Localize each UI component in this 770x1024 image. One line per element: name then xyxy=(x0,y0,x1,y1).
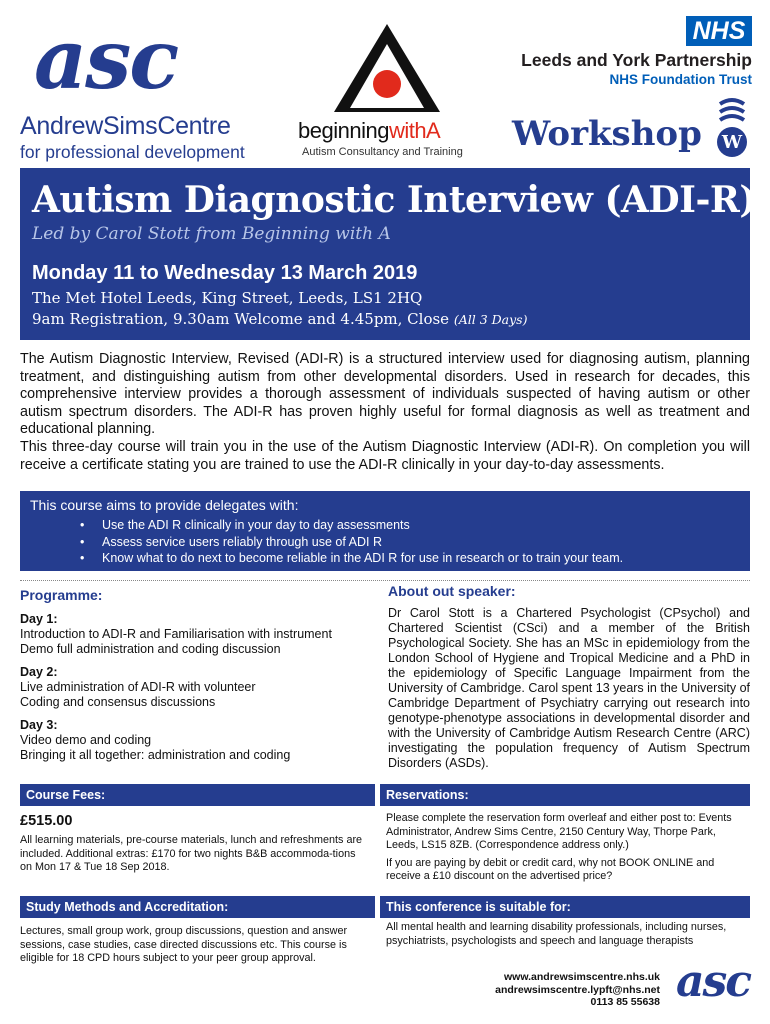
course-times xyxy=(32,310,738,328)
intro-paragraph-1: The Autism Diagnostic Interview, Revised (ADI-R) is a structured interview used for diagnosing autism, planning treatment, and distinguishing autism from other developmental disorders. Used in research for decades, this comprehensive interview provides a thorough assessment of individuals suspected of having autism or other autism spectrum disorders. The ADI-R has proven highly useful for formal diagnosis as well as treatment and educational planning. xyxy=(20,351,750,438)
day-label: Day 2: xyxy=(20,665,58,679)
reservations-paragraph-1: Please complete the reservation form overleaf and either post to: Events Administrator, Andrew Sims Centre, 2150 Century Way, Thorpe Park, Leeds, LS15 8ZB. (Correspondence address only.) xyxy=(386,812,732,851)
programme-day xyxy=(20,665,375,710)
beginning-with-a-logo xyxy=(296,22,478,162)
suitable-heading-bar: This conference is suitable for: xyxy=(380,896,750,918)
aims-item: • Know what to do next to become reliable in the ADI R for use in research or to train your team. xyxy=(80,550,740,567)
course-lead: Led by Carol Stott from Beginning with A xyxy=(32,224,391,244)
website-link[interactable]: www.andrewsimscentre.nhs.uk xyxy=(504,971,660,983)
day-line: Demo full administration and coding discussion xyxy=(20,642,281,656)
fees-heading-bar: Course Fees: xyxy=(20,784,375,806)
day-label: Day 1: xyxy=(20,612,58,626)
aims-item: • Assess service users reliably through use of ADI R xyxy=(80,534,740,551)
course-title: Autism Diagnostic Interview (ADI-R) xyxy=(32,179,756,221)
intro-text xyxy=(20,351,750,474)
day-line: Video demo and coding xyxy=(20,733,152,747)
beginning-with-a-mark-icon xyxy=(332,22,442,114)
nhs-badge: NHS xyxy=(686,16,752,46)
intro-paragraph-2: This three-day course will train you in the use of the Autism Diagnostic Interview (ADI-R). On completion you will receive a certificate stating you are trained to use the ADI-R clinically in your day-to-day assessments. xyxy=(20,438,750,473)
nhs-trust-logo xyxy=(500,16,752,86)
day-line: Coding and consensus discussions xyxy=(20,695,216,709)
speaker-bio: Dr Carol Stott is a Chartered Psychologist (CPsychol) and Chartered Scientist (CSci) and a member of the British Psychological Society. She has an MSc in epidemiology from the London School of Hygiene and Tropical Medicine and a PhD in the epidemiology of Specific Language Impairment from the University of Cambridge. Carol spent 13 years in the University of Cambridge Department of Psychiatry carrying out research into genotype-phenotype associations in developmental disorder and with the University of Cambridge Autism Research Centre (ARC) investigating the population frequency of Autism Spectrum Disorders (ASDs). xyxy=(388,606,750,770)
asc-logo-wordmark: asc xyxy=(34,12,178,108)
title-banner xyxy=(20,168,756,340)
reservations-paragraph-2: If you are paying by debit or credit card, why not BOOK ONLINE and receive a £10 discount on the advertised price? xyxy=(386,856,715,882)
nhs-org-name: Leeds and York Partnership xyxy=(521,50,752,70)
asc-logo-name: AndrewSimsCentre xyxy=(20,112,231,140)
aims-heading: This course aims to provide delegates with: xyxy=(30,497,299,513)
andrew-sims-centre-logo xyxy=(20,12,270,166)
course-dates: Monday 11 to Wednesday 13 March 2019 xyxy=(32,262,418,284)
fees-block xyxy=(20,812,365,875)
day-line: Introduction to ADI-R and Familiarisation with instrument xyxy=(20,627,332,641)
study-heading-bar: Study Methods and Accreditation: xyxy=(20,896,375,918)
suitable-text: All mental health and learning disability professionals, including nurses, psychiatrists, psychologists and speech and language therapists xyxy=(386,921,727,947)
course-times-text: 9am Registration, 9.30am Welcome and 4.45pm, Close xyxy=(32,310,450,328)
section-divider xyxy=(20,580,750,581)
aims-list xyxy=(30,517,740,567)
course-times-note: (All 3 Days) xyxy=(453,312,528,327)
contact-details xyxy=(495,971,660,1009)
programme-day xyxy=(20,718,375,763)
study-text: Lectures, small group work, group discussions, question and answer sessions, case studies, case directed discussions etc. This course is eligible for 18 CPD hours subject to your peer group approval. xyxy=(20,925,348,964)
nhs-trust-name: NHS Foundation Trust xyxy=(609,72,752,87)
reservations-block xyxy=(386,812,748,888)
day-line: Bringing it all together: administration and coding xyxy=(20,748,291,762)
programme-section xyxy=(20,582,375,771)
day-label: Day 3: xyxy=(20,718,58,732)
aims-item: • Use the ADI R clinically in your day to day assessments xyxy=(80,517,740,534)
bwa-name-part2: withA xyxy=(388,118,441,143)
workshop-badge xyxy=(512,92,752,164)
speaker-section xyxy=(388,582,750,771)
fee-details: All learning materials, pre-course materials, lunch and refreshments are included. Additional extras: £170 for two nights B&B accommoda-tions on Mon 17 & Tue 18 Sep 2018. xyxy=(20,834,363,873)
fee-amount: £515.00 xyxy=(20,813,73,829)
speaker-heading: About out speaker: xyxy=(388,583,516,599)
programme-day xyxy=(20,612,375,657)
day-line: Live administration of ADI-R with volunteer xyxy=(20,680,256,694)
asc-logo-tagline: for professional development xyxy=(20,142,245,162)
aims-box xyxy=(20,491,750,571)
workshop-icon-letter: W xyxy=(721,132,743,153)
course-venue: The Met Hotel Leeds, King Street, Leeds, LS1 2HQ xyxy=(32,289,423,307)
footer-asc-logo: asc xyxy=(676,956,751,1007)
workshop-label: Workshop xyxy=(512,114,702,154)
workshop-icon xyxy=(714,96,750,160)
email-link[interactable]: andrewsimscentre.lypft@nhs.net xyxy=(495,983,660,996)
beginning-with-a-tagline: Autism Consultancy and Training xyxy=(302,146,463,158)
phone-number: 0113 85 55638 xyxy=(590,996,660,1008)
reservations-heading-bar: Reservations: xyxy=(380,784,750,806)
beginning-with-a-name xyxy=(298,118,440,144)
bwa-name-part1: beginning xyxy=(298,118,389,143)
programme-heading: Programme: xyxy=(20,587,103,603)
